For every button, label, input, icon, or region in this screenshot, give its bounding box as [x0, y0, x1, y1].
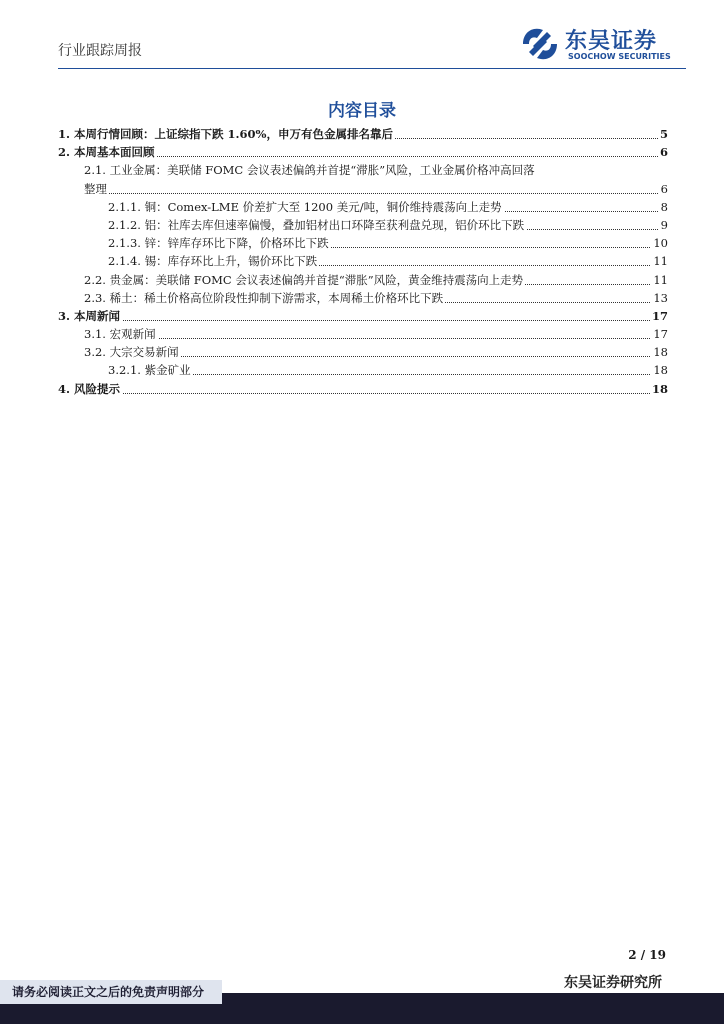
toc-title: 内容目录: [328, 101, 396, 121]
toc-item-page: 6: [659, 145, 668, 160]
toc-item-page: 10: [653, 236, 668, 251]
toc-item-continuation[interactable]: [58, 180, 668, 198]
toc-item[interactable]: [58, 252, 668, 270]
toc-item[interactable]: [58, 216, 668, 234]
toc-item-text: 2.3. 稀土：稀土价格高位阶段性抑制下游需求，本周稀土价格环比下跌: [84, 290, 444, 305]
page-number: 2 / 19: [628, 948, 666, 962]
toc-item-text: 3.2.1. 紫金矿业: [108, 363, 191, 378]
toc-leader-dots: [84, 338, 668, 339]
toc-item-page: 18: [653, 345, 668, 360]
toc-leader-dots: [58, 320, 668, 321]
toc-item-page: 8: [660, 199, 668, 214]
toc-item-text: 1. 本周行情回顾：上证综指下跌 1.60%，申万有色金属排名靠后: [58, 127, 393, 141]
logo-english-text: SOOCHOW SECURITIES: [568, 52, 671, 61]
toc-item[interactable]: [58, 198, 668, 216]
toc-item-page: 11: [653, 272, 668, 287]
toc-item-page: 9: [660, 217, 668, 232]
table-of-contents: [58, 125, 668, 398]
toc-item-page: 6: [660, 181, 668, 196]
toc-item-text: 2.1.1. 铜：Comex-LME 价差扩大至 1200 美元/吨，铜价维持震荡向上走势: [108, 199, 502, 214]
toc-item[interactable]: [58, 307, 668, 325]
toc-item[interactable]: [58, 343, 668, 361]
toc-item-text: 3.1. 宏观新闻: [84, 327, 156, 342]
toc-item[interactable]: [58, 125, 668, 143]
toc-item-text: 2. 本周基本面回顾: [58, 145, 155, 160]
toc-item-text: 整理: [84, 181, 107, 196]
toc-item[interactable]: [58, 143, 668, 161]
header-divider: [58, 68, 686, 69]
toc-item-text: 2.1. 工业金属：美联储 FOMC 会议表述偏鸽并首提“滞胀”风险，工业金属价格冲高回落: [84, 163, 535, 178]
toc-item[interactable]: [58, 380, 668, 398]
toc-leader-dots: [84, 193, 668, 194]
toc-item-text: 3. 本周新闻: [58, 308, 121, 323]
company-logo: [519, 24, 679, 64]
toc-item-page: 11: [653, 254, 668, 269]
toc-item[interactable]: [58, 289, 668, 307]
toc-item-text: 4. 风险提示: [58, 381, 121, 396]
soochow-logo-icon: [519, 24, 561, 64]
disclaimer-notice: 请务必阅读正文之后的免责声明部分: [0, 980, 222, 1004]
toc-item-text: 2.1.2. 铝：社库去库但速率偏慢，叠加铝材出口环降至获利盘兑现，铝价环比下跌: [108, 217, 525, 232]
logo-chinese-text: 东吴证券: [565, 29, 658, 54]
toc-item[interactable]: [58, 325, 668, 343]
toc-item-text: 2.2. 贵金属：美联储 FOMC 会议表述偏鸽并首提“滞胀”风险，黄金维持震荡向上走势: [84, 272, 524, 287]
toc-item[interactable]: [58, 361, 668, 379]
toc-item-page: 13: [653, 290, 668, 305]
toc-item[interactable]: [58, 271, 668, 289]
toc-item-page: 18: [651, 381, 668, 396]
toc-item-page: 18: [653, 363, 668, 378]
footer-organization: 东吴证券研究所: [564, 975, 662, 991]
toc-item-page: 17: [653, 327, 668, 342]
toc-item-page: 5: [659, 127, 668, 141]
toc-item-text: 2.1.3. 锌：锌库存环比下降，价格环比下跌: [108, 236, 329, 251]
toc-item-text: 2.1.4. 锡：库存环比上升，锡价环比下跌: [108, 254, 318, 269]
toc-item-page: 17: [651, 308, 668, 323]
header-category: 行业跟踪周报: [58, 43, 142, 59]
toc-item[interactable]: [58, 161, 668, 179]
toc-item[interactable]: [58, 234, 668, 252]
toc-leader-dots: [58, 393, 668, 394]
toc-item-text: 3.2. 大宗交易新闻: [84, 345, 179, 360]
